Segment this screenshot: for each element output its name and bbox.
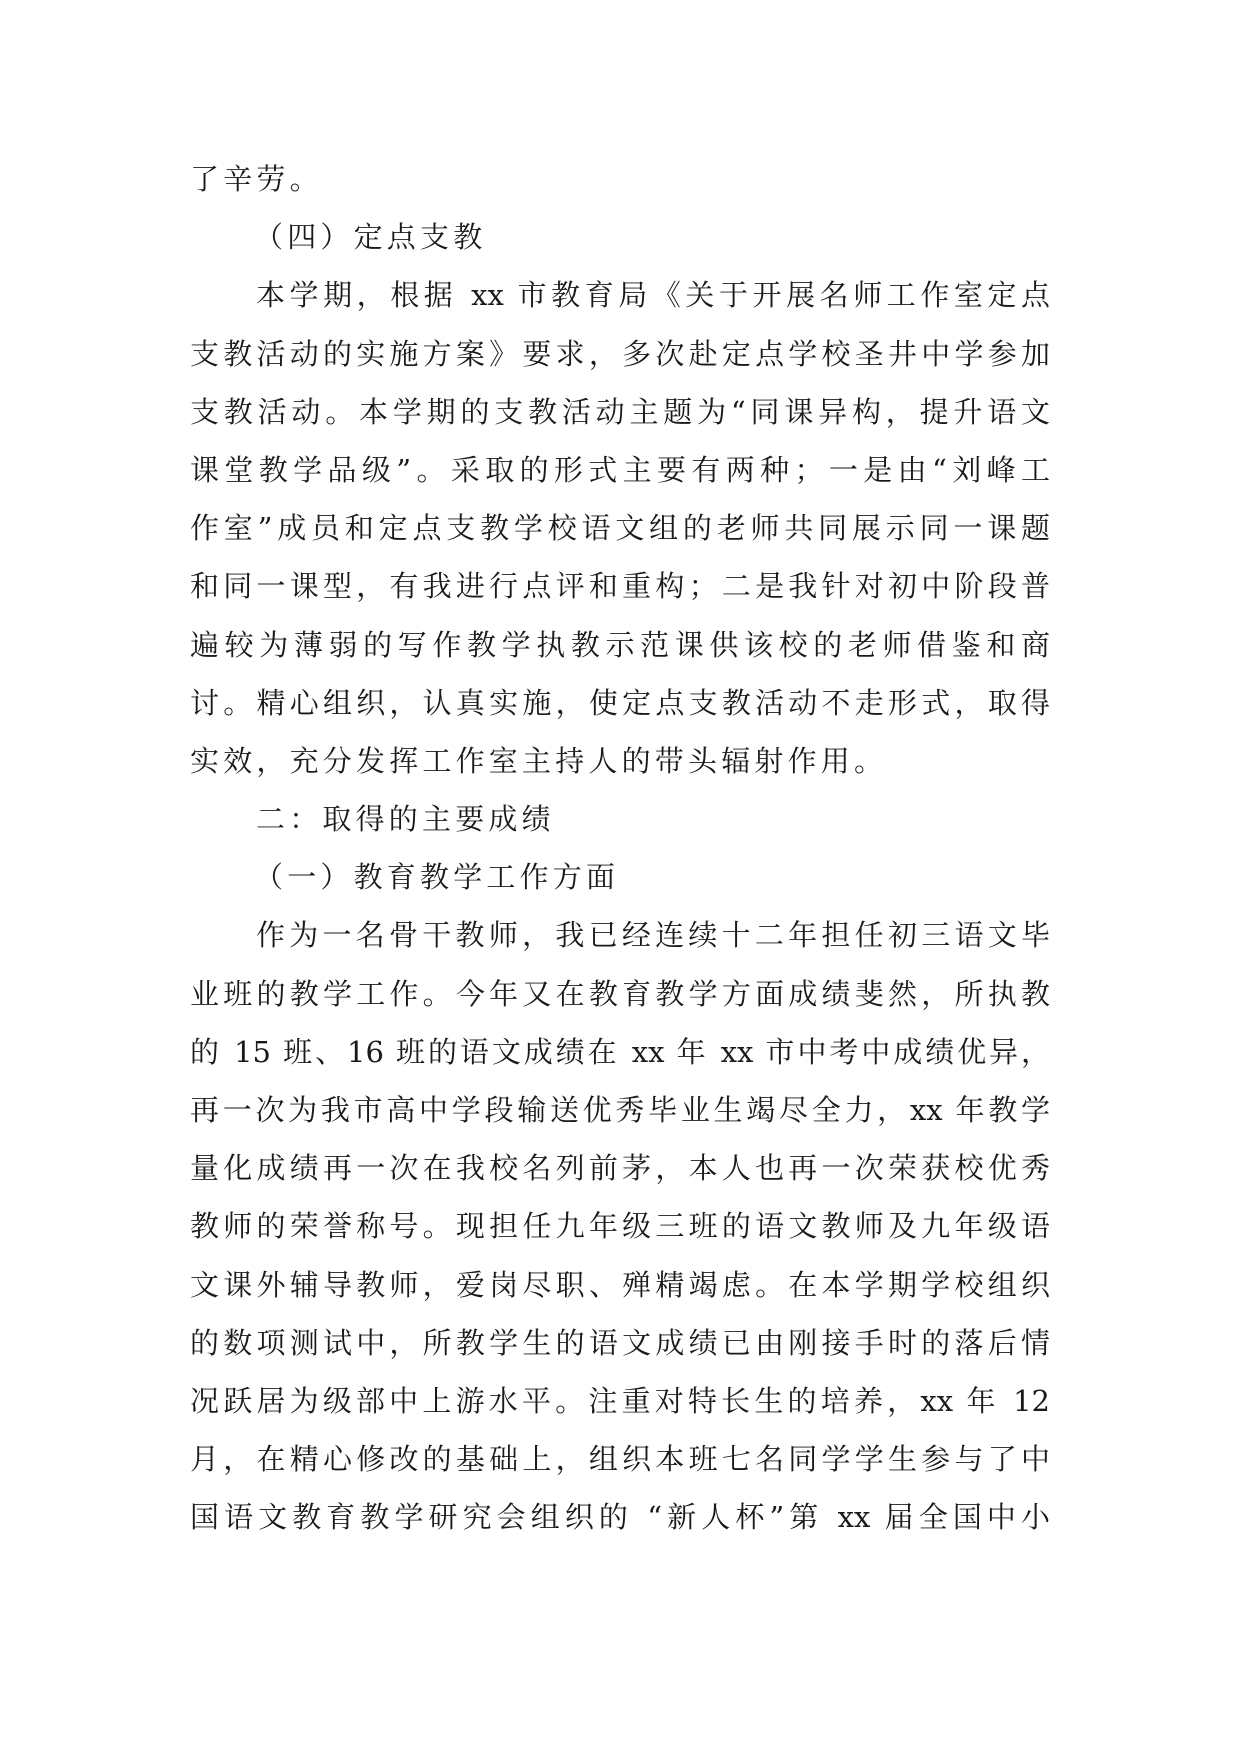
paragraph-line: 讨。精心组织，认真实施，使定点支教活动不走形式，取得 bbox=[190, 685, 1050, 720]
paragraph-line: 的数项测试中，所教学生的语文成绩已由刚接手时的落后情 bbox=[190, 1325, 1050, 1360]
paragraph-line: 况跃居为级部中上游水平。注重对特长生的培养，xx 年 12 bbox=[190, 1383, 1050, 1418]
paragraph-line: 支教活动的实施方案》要求，多次赴定点学校圣井中学参加 bbox=[190, 336, 1050, 371]
paragraph-line: 教师的荣誉称号。现担任九年级三班的语文教师及九年级语 bbox=[190, 1209, 1050, 1244]
paragraph-line: 遍较为薄弱的写作教学执教示范课供该校的老师借鉴和商 bbox=[190, 627, 1050, 662]
paragraph-line: 实效，充分发挥工作室主持人的带头辐射作用。 bbox=[190, 743, 888, 778]
paragraph-line: 月，在精心修改的基础上，组织本班七名同学学生参与了中 bbox=[190, 1442, 1050, 1477]
paragraph-line: 业班的教学工作。今年又在教育教学方面成绩斐然，所执教 bbox=[190, 976, 1050, 1011]
paragraph-line: 再一次为我市高中学段输送优秀毕业生竭尽全力，xx 年教学 bbox=[190, 1093, 1050, 1127]
paragraph-line: 课堂教学品级”。采取的形式主要有两种；一是由“刘峰工 bbox=[190, 452, 1050, 487]
paragraph-line: 作为一名骨干教师，我已经连续十二年担任初三语文毕 bbox=[256, 918, 1050, 953]
subsection-heading: （一）教育教学工作方面 bbox=[254, 860, 620, 895]
paragraph-line: 作室”成员和定点支教学校语文组的老师共同展示同一课题 bbox=[190, 511, 1050, 546]
paragraph-line: 本学期，根据 xx 市教育局《关于开展名师工作室定点 bbox=[256, 278, 1050, 313]
paragraph-line: 支教活动。本学期的支教活动主题为“同课异构，提升语文 bbox=[190, 394, 1050, 429]
document-body bbox=[190, 150, 1050, 1547]
section-heading: （四）定点支教 bbox=[254, 220, 487, 255]
paragraph-line: 国语文教育教学研究会组织的 “新人杯”第 xx 届全国中小 bbox=[190, 1500, 1050, 1535]
paragraph-line: 的 15 班、16 班的语文成绩在 xx 年 xx 市中考中成绩优异， bbox=[190, 1034, 1050, 1069]
paragraph-line: 量化成绩再一次在我校名列前茅，本人也再一次荣获校优秀 bbox=[190, 1151, 1050, 1186]
paragraph-line: 和同一课型，有我进行点评和重构；二是我针对初中阶段普 bbox=[190, 569, 1050, 604]
section-heading: 二：取得的主要成绩 bbox=[256, 802, 555, 837]
paragraph-line: 了辛劳。 bbox=[190, 162, 323, 196]
paragraph-line: 文课外辅导教师，爱岗尽职、殚精竭虑。在本学期学校组织 bbox=[190, 1267, 1050, 1302]
